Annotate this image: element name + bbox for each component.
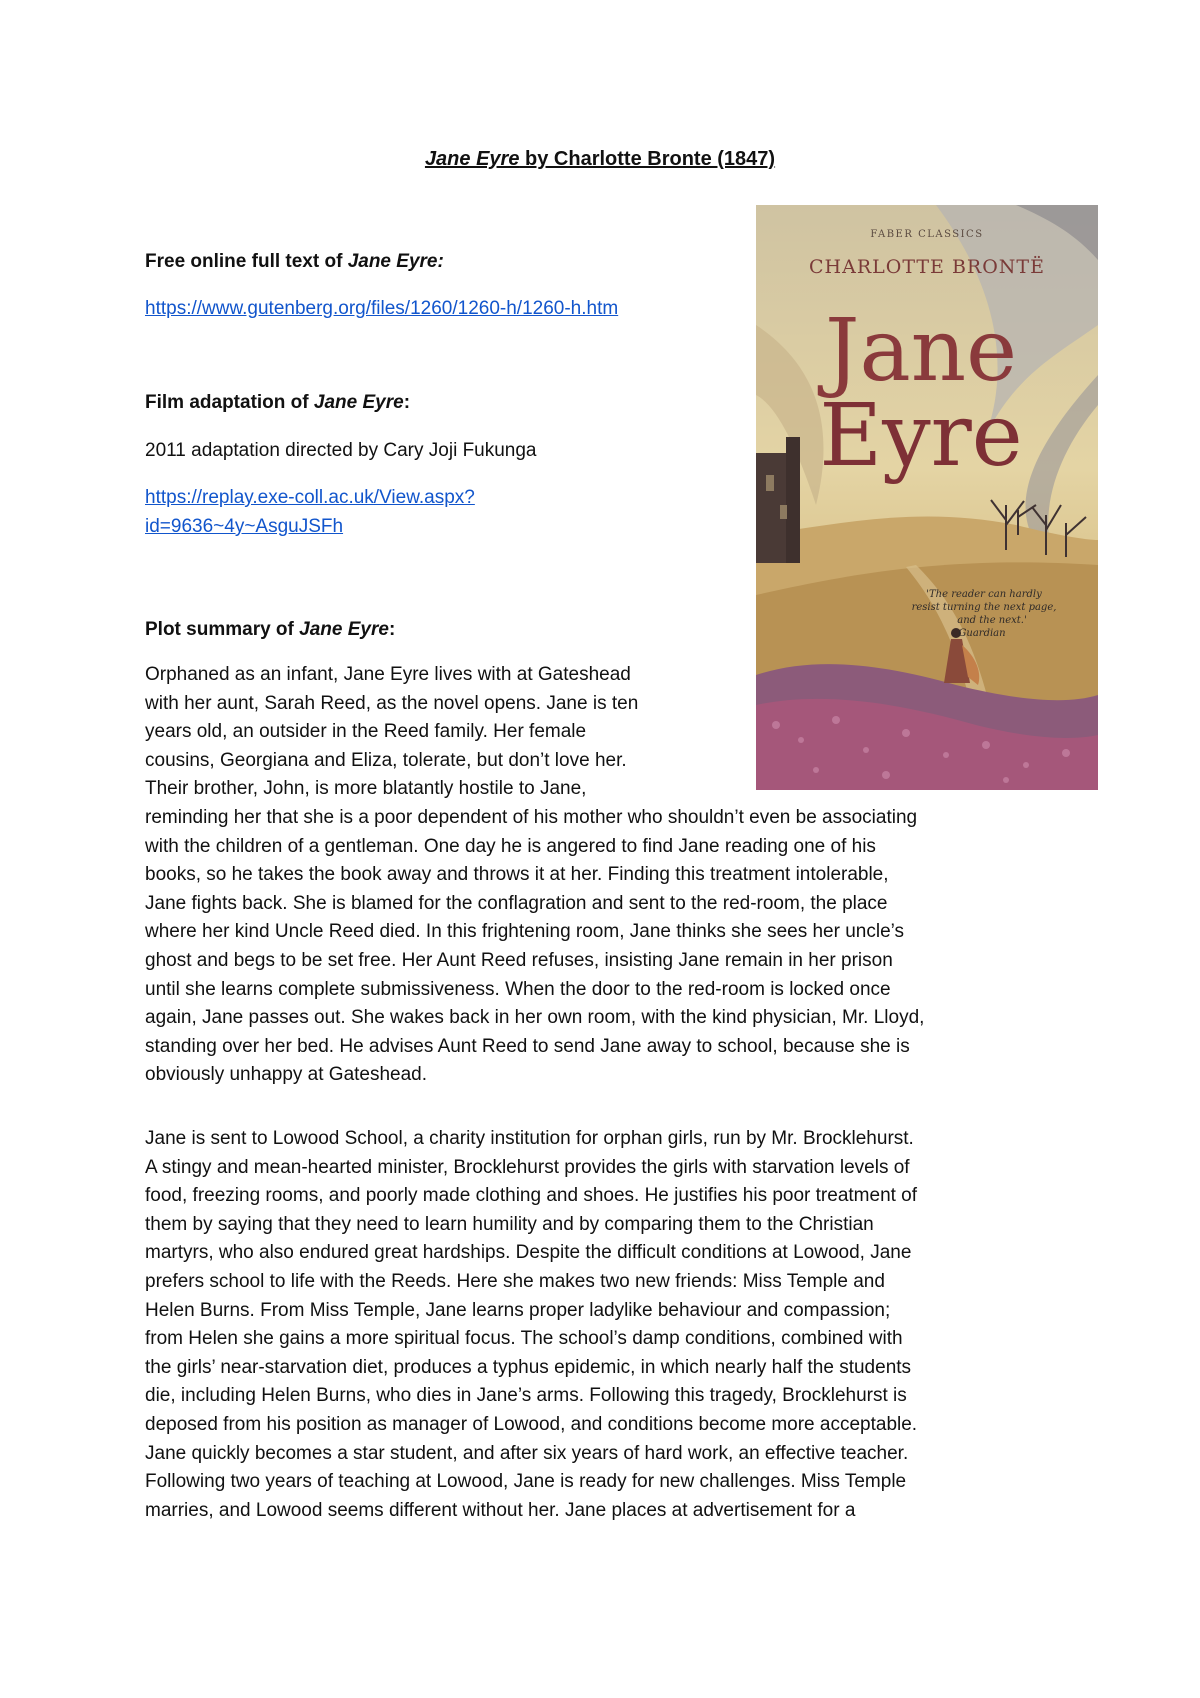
title-rest: by Charlotte Bronte (1847) <box>519 148 776 170</box>
cover-quote-line2: resist turning the next page, <box>911 602 1057 613</box>
film-heading-prefix: Film adaptation of <box>145 392 314 413</box>
plot-heading-suffix: : <box>388 619 396 640</box>
cover-title-line1: Jane <box>824 301 1018 401</box>
film-link-line1: https://replay.exe-coll.ac.uk/View.aspx? <box>145 487 475 508</box>
cover-author: CHARLOTTE BRONTË <box>809 256 1045 278</box>
cover-quote-source: Guardian <box>958 628 1006 639</box>
film-heading-book: Jane Eyre <box>313 392 404 413</box>
plot-heading-book: Jane Eyre <box>299 619 389 640</box>
plot-heading-prefix: Plot summary of <box>145 619 300 640</box>
film-heading <box>145 388 410 417</box>
cover-series: FABER CLASSICS <box>870 229 984 240</box>
cover-quote-line3: and the next.' <box>957 615 1027 626</box>
film-description: 2011 adaptation directed by Cary Joji Fukunga <box>145 440 537 461</box>
title-book: Jane Eyre <box>424 148 520 170</box>
fulltext-heading <box>145 247 444 276</box>
film-link-line2: id=9636~4y~AsguJSFh <box>145 516 344 537</box>
plot-paragraph-1-wide: reminding her that she is a poor dependent of his mother who shouldn’t even be associating with the children of a gentleman. One day he is angered to find Jane reading one of his books, so he takes the book away and throws it at her. Finding this treatment intolerable, Jane fights back. She is blamed for the conflagration and sent to the red-room, the place where her kind Uncle Reed died. In this frightening room, Jane thinks she sees her uncle’s ghost and begs to be set free. Her Aunt Reed refuses, insisting Jane remain in her prison until she learns complete submissiveness. When the door to the red-room is locked once again, Jane passes out. She wakes back in her own room, with the kind physician, Mr. Lloyd, standing over her bed. He advises Aunt Reed to send Jane away to school, because she is obviously unhappy at Gateshead. <box>145 807 925 1086</box>
book-cover-image <box>756 205 1098 790</box>
plot-heading <box>145 615 395 644</box>
fulltext-heading-book: Jane Eyre: <box>347 251 444 272</box>
gutenberg-link[interactable]: https://www.gutenberg.org/files/1260/1260-h/1260-h.htm <box>145 298 619 319</box>
film-link[interactable] <box>145 487 475 537</box>
fulltext-heading-prefix: Free online full text of <box>145 251 348 272</box>
cover-quote-line1: 'The reader can hardly <box>926 589 1042 600</box>
cover-title-line2: Eyre <box>819 386 1023 486</box>
film-heading-suffix: : <box>403 392 411 413</box>
page-title <box>0 148 1200 171</box>
castle-ruin-icon <box>756 437 800 563</box>
plot-paragraph-1-narrow: Orphaned as an infant, Jane Eyre lives with at Gateshead with her aunt, Sarah Reed, as the novel opens. Jane is ten years old, an outsider in the Reed family. Her female cousins, Georgiana and Eliza, tolerate, but don’t love her. Their brother, John, is more blatantly hostile to Jane, <box>145 664 639 800</box>
plot-paragraph-2: Jane is sent to Lowood School, a charity institution for orphan girls, run by Mr. Brocklehurst. A stingy and mean-hearted minister, Brocklehurst provides the girls with starvation levels of food, freezing rooms, and poorly made clothing and shoes. He justifies his poor treatment of them by saying that they need to learn humility and by comparing them to the Christian martyrs, who also endured great hardships. Despite the difficult conditions at Lowood, Jane prefers school to life with the Reeds. Here she makes two new friends: Miss Temple and Helen Burns. From Miss Temple, Jane learns proper ladylike behaviour and compassion; from Helen she gains a more spiritual focus. The school’s damp conditions, combined with the girls’ near-starvation diet, produces a typhus epidemic, in which nearly half the students die, including Helen Burns, who dies in Jane’s arms. Following this tragedy, Brocklehurst is deposed from his position as manager of Lowood, and conditions become more acceptable. Jane quickly becomes a star student, and after six years of hard work, an effective teacher. Following two years of teaching at Lowood, Jane is ready for new challenges. Miss Temple marries, and Lowood seems different without her. Jane places at advertisement for a <box>145 1128 918 1521</box>
